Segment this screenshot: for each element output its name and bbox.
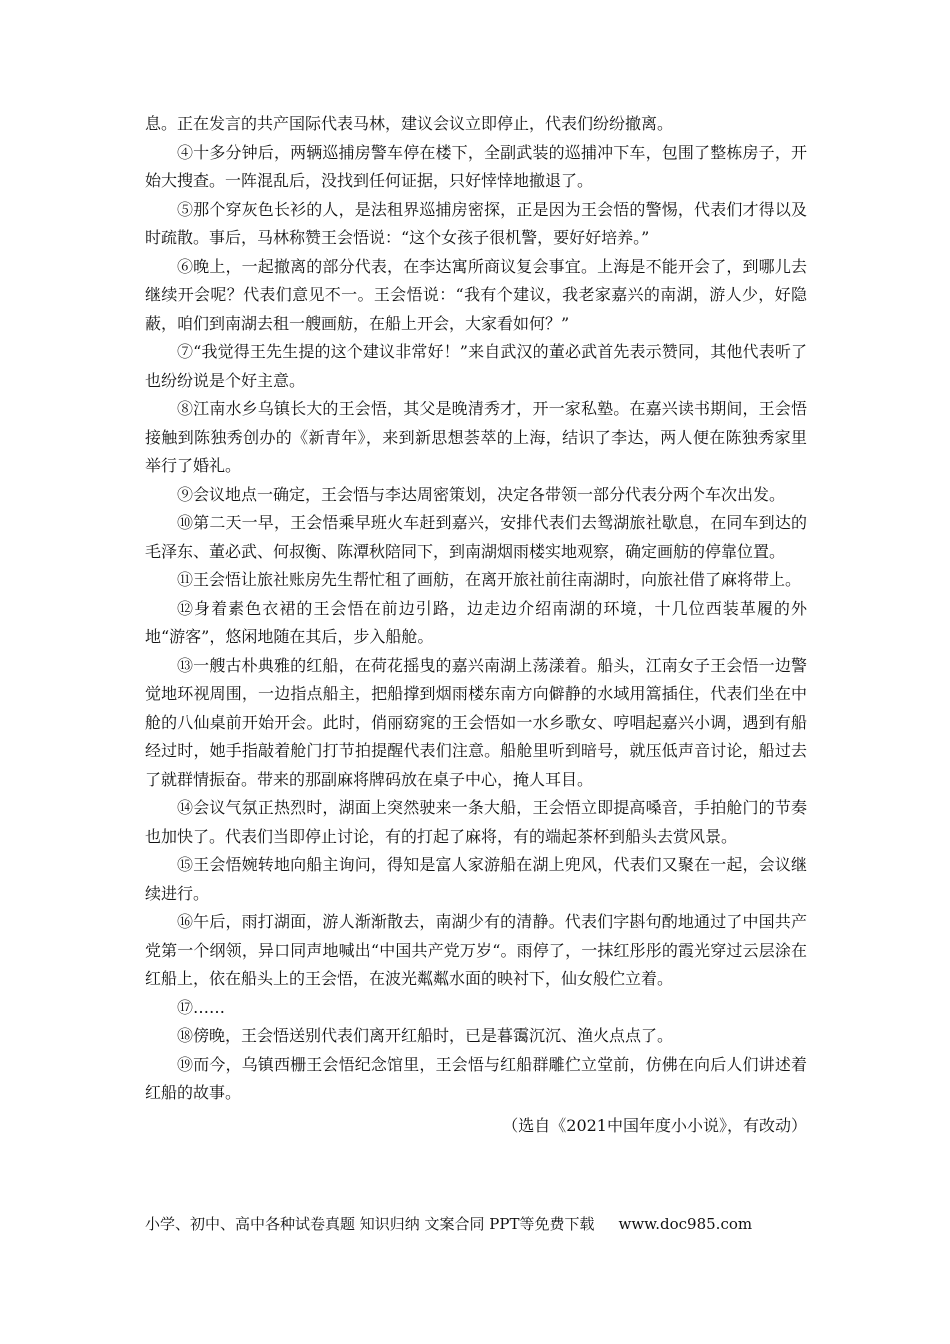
article-body: [145, 110, 807, 1140]
footer-text: 小学、初中、高中各种试卷真题 知识归纳 文案合同 PPT等免费下载: [145, 1215, 595, 1233]
paragraph-15: ⑮王会悟婉转地向船主询问，得知是富人家游船在湖上兜风，代表们又聚在一起，会议继续进行。: [145, 855, 807, 903]
paragraph-5: ⑤那个穿灰色长衫的人，是法租界巡捕房密探，正是因为王会悟的警惕，代表们才得以及时疏散。事后，马林称赞王会悟说：“这个女孩子很机警，要好好培养。”: [145, 199, 807, 247]
paragraph-18: ⑱傍晚，王会悟送别代表们离开红船时，已是暮霭沉沉、渔火点点了。: [177, 1026, 674, 1045]
paragraph-6: ⑥晚上，一起撤离的部分代表，在李达寓所商议复会事宜。上海是不能开会了，到哪儿去继续开会呢？代表们意见不一。王会悟说：“我有个建议，我老家嘉兴的南湖，游人少，好隐蔽，咱们到南湖去租一艘画舫，在船上开会，大家看如何？”: [145, 256, 807, 333]
page-footer: [145, 1212, 825, 1236]
paragraph-11: ⑪王会悟让旅社账房先生帮忙租了画舫，在离开旅社前往南湖时，向旅社借了麻将带上。: [177, 570, 802, 589]
paragraph-10: ⑩第二天一早，王会悟乘早班火车赶到嘉兴，安排代表们去鸳湖旅社歇息，在同车到达的毛泽东、董必武、何叔衡、陈潭秋陪同下，到南湖烟雨楼实地观察，确定画舫的停靠位置。: [145, 513, 807, 561]
paragraph-12: ⑫身着素色衣裙的王会悟在前边引路，边走边介绍南湖的环境，十几位西装革履的外地“游客”，悠闲地随在其后，步入船舱。: [145, 598, 807, 646]
paragraph-13: ⑬一艘古朴典雅的红船，在荷花摇曳的嘉兴南湖上荡漾着。船头，江南女子王会悟一边警觉地环视周围，一边指点船主，把船撑到烟雨楼东南方向僻静的水域用篙插住，代表们坐在中舱的八仙桌前开始开会。此时，俏丽窈窕的王会悟如一水乡歌女、哼唱起嘉兴小调，遇到有船经过时，她手指敲着舱门打节拍提醒代表们注意。船舱里听到暗号，就压低声音讨论，船过去了就群情振奋。带来的那副麻将牌码放在桌子中心，掩人耳目。: [145, 655, 807, 789]
footer-url[interactable]: www.doc985.com: [618, 1215, 753, 1233]
paragraph-8: ⑧江南水乡乌镇长大的王会悟，其父是晚清秀才，开一家私塾。在嘉兴读书期间，王会悟接触到陈独秀创办的《新青年》，来到新思想荟萃的上海，结识了李达，两人便在陈独秀家里举行了婚礼。: [145, 399, 807, 475]
paragraph-continuation: 息。正在发言的共产国际代表马林，建议会议立即停止，代表们纷纷撤离。: [145, 114, 674, 133]
paragraph-16: ⑯午后，雨打湖面，游人渐渐散去，南湖少有的清静。代表们字斟句酌地通过了中国共产党第一个纲领，异口同声地喊出“中国共产党万岁“。雨停了，一抹红彤彤的霞光穿过云层涂在红船上，依在船头上的王会悟，在波光粼粼水面的映衬下，仙女般伫立着。: [145, 912, 807, 988]
source-citation: （选自《2021中国年度小小说》，有改动）: [502, 1115, 807, 1135]
paragraph-7: ⑦“我觉得王先生提的这个建议非常好！”来自武汉的董必武首先表示赞同，其他代表听了也纷纷说是个好主意。: [145, 342, 807, 390]
paragraph-9: ⑨会议地点一确定，王会悟与李达周密策划，决定各带领一部分代表分两个车次出发。: [177, 484, 786, 504]
paragraph-4: ④十多分钟后，两辆巡捕房警车停在楼下，全副武装的巡捕冲下车，包围了整栋房子，开始大搜查。一阵混乱后，没找到任何证据，只好悻悻地撤退了。: [145, 142, 807, 190]
paragraph-17: ⑰……: [177, 997, 226, 1017]
paragraph-14: ⑭会议气氛正热烈时，湖面上突然驶来一条大船，王会悟立即提高嗓音，手拍舱门的节奏也加快了。代表们当即停止讨论，有的打起了麻将，有的端起茶杯到船头去赏风景。: [145, 798, 807, 846]
paragraph-19: ⑲而今，乌镇西栅王会悟纪念馆里，王会悟与红船群雕伫立堂前，仿佛在向后人们讲述着红船的故事。: [145, 1054, 807, 1102]
